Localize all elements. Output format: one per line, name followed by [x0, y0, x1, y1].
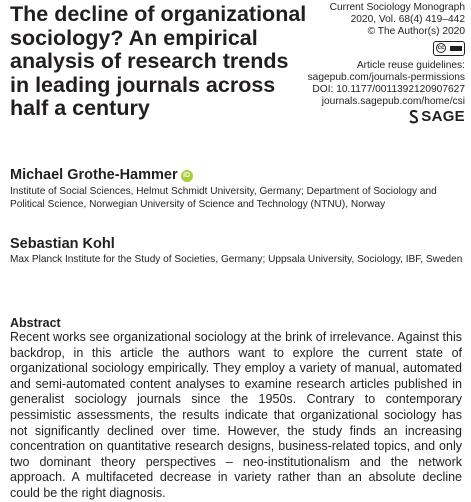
journal-name: Current Sociology Monograph	[329, 2, 465, 13]
journal-info	[308, 2, 465, 128]
orcid-icon[interactable]: iD	[181, 170, 193, 182]
copyright: © The Author(s) 2020	[367, 26, 465, 38]
journal-url[interactable]: journals.sagepub.com/home/csi	[321, 96, 465, 108]
sage-logo-icon	[409, 110, 419, 124]
creative-commons-icon[interactable]: cc	[433, 41, 465, 56]
reuse-guidelines-label: Article reuse guidelines:	[356, 59, 465, 71]
abstract-text: Recent works see organizational sociology at the brink of irrelevance. Against this backdrop, in this article the authors want to explore the current state of organizational sociology empirically. They employ a variety of manual, automated and semi-automated content analyses to examine research articles published in generalist sociology journals since the 1950s. Contrary to contemporary pessimistic assessments, the results indicate that organizational sociology has not significantly declined over time. However, the study finds an increasing concentration on quantitative research designs, business-related topics, and only two dominant theory perspectives – neo-institutionalism and the network approach. A multifaceted decrease in variety rather than an absolute decline could be the right diagnosis.	[10, 330, 462, 500]
reuse-guidelines-link[interactable]: sagepub.com/journals-permissions	[307, 72, 465, 84]
publisher-logo	[409, 107, 465, 125]
author-name-text: Michael Grothe-Hammer	[10, 167, 178, 183]
author-name	[10, 167, 193, 183]
author-affiliation: Max Planck Institute for the Study of Societies, Germany; Uppsala University, Sociology, IBF, Sweden	[10, 254, 463, 265]
author-affiliation: Institute of Social Sciences, Helmut Schmidt University, Germany; Department of Sociology and Political Science, Norwegian University of Science and Technology (NTNU), Norway	[10, 186, 437, 210]
article-title: The decline of organizational sociology? An empirical analysis of research trends in leading journals across half a century	[10, 2, 307, 120]
author-name	[10, 236, 115, 252]
publisher-logo-text: SAGE	[421, 107, 465, 125]
doi[interactable]: DOI: 10.1177/0011392120907627	[312, 84, 465, 96]
abstract-heading: Abstract	[10, 316, 61, 330]
author-name-text: Sebastian Kohl	[10, 236, 115, 252]
citation: 2020, Vol. 68(4) 419–442	[350, 14, 465, 26]
